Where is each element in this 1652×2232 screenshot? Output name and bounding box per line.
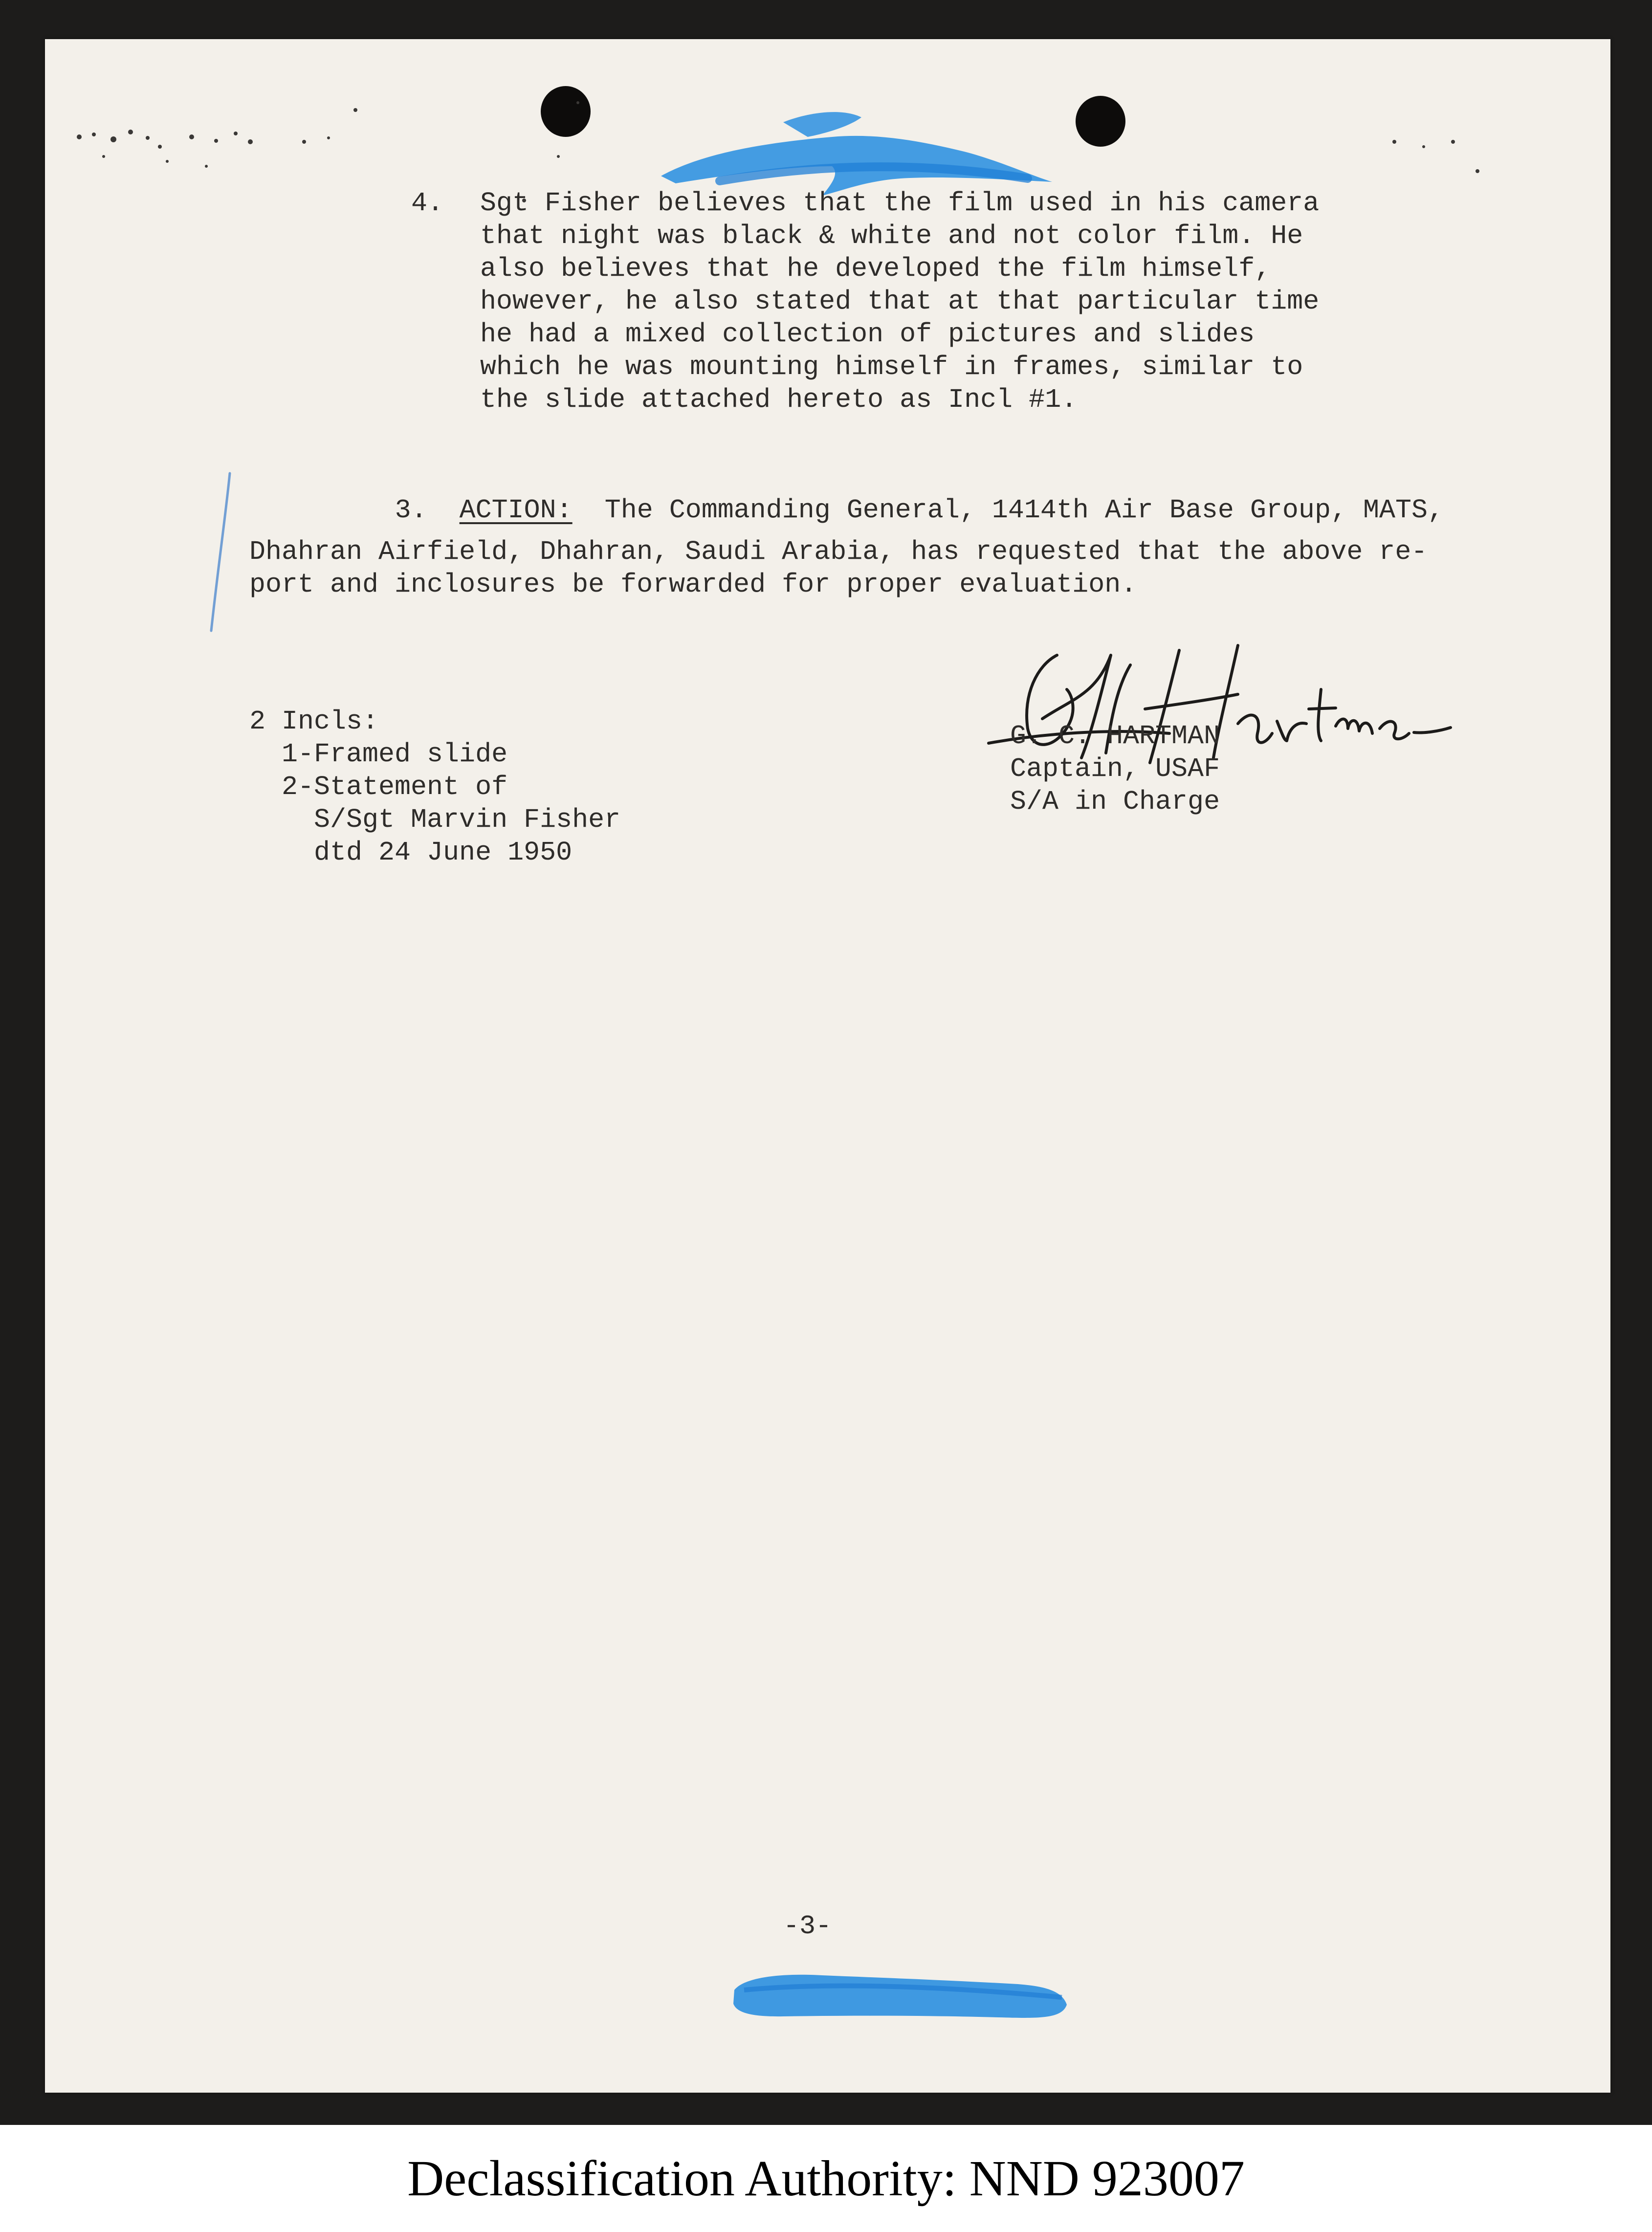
declassification-authority-text: Declassification Authority: NND 923007 — [407, 2150, 1245, 2207]
signature-block — [1010, 720, 1220, 818]
inclosure-item: 2-Statement of — [282, 772, 508, 802]
page-number: -3- — [783, 1911, 832, 1942]
paragraph-4-line: however, he also stated that at that particular time — [480, 286, 1320, 317]
paragraph-3-spacer — [427, 495, 460, 526]
paragraph-4 — [480, 187, 1319, 416]
inclosure-item: 1-Framed slide — [282, 739, 508, 770]
inclosure-item: dtd 24 June 1950 — [282, 837, 573, 868]
paragraph-3 — [249, 485, 1444, 601]
signer-name: G. C. HARTMAN — [1010, 721, 1220, 751]
paragraph-4-line: Sgt Fisher believes that the film used in his camera — [480, 188, 1320, 219]
paragraph-4-line: the slide attached hereto as Incl #1. — [480, 384, 1078, 415]
declassification-footer — [0, 2125, 1652, 2232]
paragraph-3-line: port and inclosures be forwarded for proper evaluation. — [249, 569, 1137, 600]
signer-title: S/A in Charge — [1010, 786, 1220, 817]
paragraph-3-heading: ACTION: — [459, 495, 573, 526]
blue-marker-redaction-bottom — [725, 1956, 1077, 2039]
inclosures-list — [249, 705, 621, 869]
paragraph-4-line: which he was mounting himself in frames, similar to — [480, 352, 1303, 382]
paragraph-3-first-line — [249, 485, 1444, 535]
paragraph-4-line: he had a mixed collection of pictures and slides — [480, 319, 1255, 350]
paragraph-3-spacer — [573, 495, 605, 526]
paragraph-3-line: Dhahran Airfield, Dhahran, Saudi Arabia, has requested that the above re- — [249, 536, 1428, 567]
signer-rank: Captain, USAF — [1010, 753, 1220, 784]
blue-pencil-margin-mark — [206, 469, 236, 636]
paragraph-3-line-1-rest: The Commanding General, 1414th Air Base Group, MATS, — [604, 495, 1444, 526]
paragraph-3-number: 3. — [395, 495, 427, 526]
inclosure-item: S/Sgt Marvin Fisher — [282, 804, 621, 835]
paragraph-4-line: also believes that he developed the film himself, — [480, 253, 1271, 284]
inclosures-heading: 2 Incls: — [249, 706, 379, 737]
document-page — [45, 39, 1610, 2093]
paragraph-4-number: 4. — [411, 188, 444, 219]
paragraph-4-line: that night was black & white and not color film. He — [480, 221, 1303, 251]
